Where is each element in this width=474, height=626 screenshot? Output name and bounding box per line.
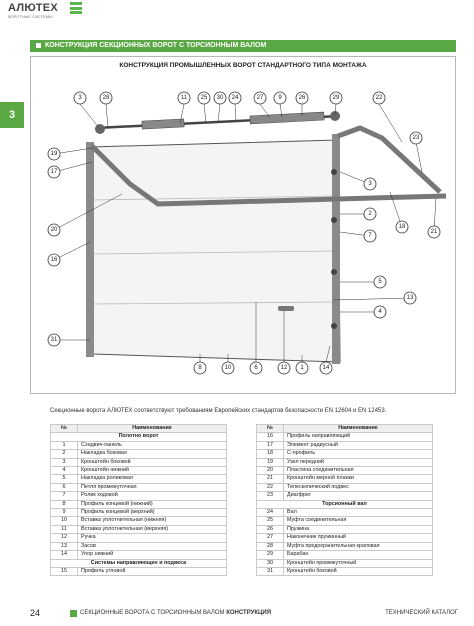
svg-text:9: 9 [278, 95, 282, 101]
cell-name: Ролик ходовой [78, 492, 227, 500]
table-row [257, 492, 433, 500]
svg-text:10: 10 [224, 365, 232, 371]
cell-name: Муфта соединительная [284, 517, 433, 525]
cell-num: 3 [51, 458, 78, 466]
cell-name: Телескопический подвес [284, 483, 433, 491]
callout-20 [48, 224, 60, 236]
cell-name: Засов [78, 542, 227, 550]
cell-num: 16 [257, 433, 284, 441]
cell-name: Ручка [78, 534, 227, 542]
logo-mark-icon [70, 2, 82, 14]
table-row [51, 517, 227, 525]
footer-bold: КОНСТРУКЦИЯ [226, 610, 272, 616]
callout-3b [364, 178, 376, 190]
table-subheader-row [257, 500, 433, 508]
cell-name: Профиль концевой (верхний) [78, 509, 227, 517]
table-row [257, 567, 433, 575]
cell-num: 29 [257, 551, 284, 559]
cell-num: 27 [257, 534, 284, 542]
callout-9 [274, 92, 286, 104]
parts-table-left [50, 424, 227, 576]
column-header-name: Наименование [284, 425, 433, 433]
callout-30 [214, 92, 226, 104]
table-row [51, 500, 227, 508]
svg-text:18: 18 [398, 224, 406, 230]
logo-text: АЛЮТЕХ [8, 2, 59, 14]
parts-table-right [256, 424, 433, 576]
cell-num: 7 [51, 492, 78, 500]
svg-text:3: 3 [78, 95, 82, 101]
table-row [257, 517, 433, 525]
table-row [257, 458, 433, 466]
table-subheader: Торсионный вал [257, 500, 433, 508]
table-row [257, 475, 433, 483]
svg-text:2: 2 [368, 211, 372, 217]
cell-name: Узел передний [284, 458, 433, 466]
column-header-num: № [257, 425, 284, 433]
cell-name: Кронштейн нижний [78, 467, 227, 475]
cell-name: Сэндвич-панель [78, 441, 227, 449]
cell-name: Профиль угловой [78, 567, 227, 575]
door-panel [90, 140, 340, 362]
cell-num: 25 [257, 517, 284, 525]
cell-name: Муфта предохранительная краповая [284, 542, 433, 550]
cell-name: С-профиль [284, 450, 433, 458]
cell-num: 5 [51, 475, 78, 483]
square-bullet-icon [70, 610, 77, 617]
roller [331, 169, 337, 175]
cell-name: Барабан [284, 551, 433, 559]
callout-25 [198, 92, 210, 104]
cell-name: Пружина [284, 525, 433, 533]
cell-name: Вал [284, 509, 433, 517]
section-title-bar [30, 40, 456, 52]
callout-23 [410, 132, 422, 144]
cell-num: 10 [51, 517, 78, 525]
section-title: КОНСТРУКЦИЯ СЕКЦИОННЫХ ВОРОТ С ТОРСИОННЫМ ВАЛОМ [45, 42, 267, 49]
cell-name: Кронштейн боковой [78, 458, 227, 466]
svg-text:19: 19 [50, 151, 58, 157]
cell-num: 28 [257, 542, 284, 550]
svg-text:12: 12 [280, 365, 288, 371]
cell-num: 23 [257, 492, 284, 500]
table-subheader-row [51, 559, 227, 567]
page-number: 24 [30, 608, 41, 618]
cell-name: Профиль направляющий [284, 433, 433, 441]
chapter-tab: 3 [0, 102, 24, 128]
column-header-num: № [51, 425, 78, 433]
callout-6 [250, 362, 262, 374]
table-row [257, 542, 433, 550]
cell-num: 19 [257, 458, 284, 466]
cell-num: 4 [51, 467, 78, 475]
callout-11 [178, 92, 190, 104]
brand-logo [8, 2, 88, 22]
callout-2 [364, 208, 376, 220]
cell-num: 18 [257, 450, 284, 458]
svg-text:30: 30 [216, 95, 224, 101]
cell-name: Вставка уплотнительная (верхняя) [78, 525, 227, 533]
callout-19 [48, 148, 60, 160]
torsion-spring-left [142, 119, 184, 129]
cell-name: Профиль концевой (нижний) [78, 500, 227, 508]
cell-num: 17 [257, 441, 284, 449]
callout-17 [48, 166, 60, 178]
cell-num: 30 [257, 559, 284, 567]
table-row [257, 509, 433, 517]
cell-num: 9 [51, 509, 78, 517]
cell-num: 8 [51, 500, 78, 508]
table-row [257, 467, 433, 475]
table-row [51, 542, 227, 550]
cell-name: Петля промежуточная [78, 483, 227, 491]
svg-text:11: 11 [180, 95, 188, 101]
callout-14 [320, 362, 332, 374]
svg-text:27: 27 [256, 95, 264, 101]
footer-catalog: ТЕХНИЧЕСКИЙ КАТАЛОГ [385, 610, 458, 616]
table-row [51, 458, 227, 466]
callout-7 [364, 230, 376, 242]
right-guide-rail [332, 134, 340, 364]
door-handle [278, 306, 294, 311]
table-row [257, 525, 433, 533]
cell-num: 31 [257, 567, 284, 575]
table-subheader: Системы направляющих и подвеса [51, 559, 227, 567]
diagram-title: КОНСТРУКЦИЯ ПРОМЫШЛЕННЫХ ВОРОТ СТАНДАРТНОГО ТИПА МОНТАЖА [119, 62, 367, 69]
svg-text:16: 16 [50, 257, 58, 263]
table-row [51, 483, 227, 491]
intro-text: Секционные ворота АЛЮТЕХ соответствуют требованиям Европейских стандартов безопасности EN 12604 и EN 12453. [50, 408, 387, 414]
cell-num: 1 [51, 441, 78, 449]
table-row [257, 441, 433, 449]
table-row [257, 551, 433, 559]
svg-text:7: 7 [368, 233, 372, 239]
cell-num: 24 [257, 509, 284, 517]
table-row [51, 551, 227, 559]
cell-num: 2 [51, 450, 78, 458]
table-row [51, 475, 227, 483]
table-subheader: Полотно ворот [51, 433, 227, 441]
callout-8 [194, 362, 206, 374]
callout-1 [296, 362, 308, 374]
callout-4 [374, 306, 386, 318]
table-row [257, 534, 433, 542]
callout-24 [229, 92, 241, 104]
table-row [51, 525, 227, 533]
table-row [51, 509, 227, 517]
svg-text:22: 22 [375, 95, 383, 101]
column-header-name: Наименование [78, 425, 227, 433]
cell-num: 11 [51, 525, 78, 533]
svg-text:3: 3 [368, 181, 372, 187]
right-horizontal-rail [338, 128, 440, 192]
cell-name: Кронштейн мерной планки [284, 475, 433, 483]
cell-num: 21 [257, 475, 284, 483]
cell-name: Кронштейн боковой [284, 567, 433, 575]
svg-text:31: 31 [50, 337, 58, 343]
callout-3 [74, 92, 86, 104]
callout-27 [254, 92, 266, 104]
table-row [257, 559, 433, 567]
cell-num: 12 [51, 534, 78, 542]
cell-num: 26 [257, 525, 284, 533]
footer-text [80, 610, 271, 616]
door-construction-diagram [30, 72, 456, 392]
table-row [51, 567, 227, 575]
left-guide-rail [86, 142, 94, 357]
cell-name: Кронштейн промежуточный [284, 559, 433, 567]
svg-text:21: 21 [430, 229, 438, 235]
table-row [51, 450, 227, 458]
callout-31 [48, 334, 60, 346]
svg-text:5: 5 [378, 279, 382, 285]
callout-5 [374, 276, 386, 288]
callout-29 [330, 92, 342, 104]
svg-text:17: 17 [50, 169, 58, 175]
logo-subtitle: ВОРОТНЫЕ СИСТЕМЫ [8, 14, 53, 19]
square-bullet-icon [36, 43, 41, 48]
callout-10 [222, 362, 234, 374]
cell-num: 15 [51, 567, 78, 575]
cell-name: Накладка роликовая [78, 475, 227, 483]
svg-text:13: 13 [406, 295, 414, 301]
torsion-spring-right [250, 112, 324, 124]
cell-name: Накладка боковая [78, 450, 227, 458]
footer-section: СЕКЦИОННЫЕ ВОРОТА С ТОРСИОННЫМ ВАЛОМ [80, 610, 225, 616]
roller [331, 323, 337, 329]
cell-num: 6 [51, 483, 78, 491]
table-row [257, 450, 433, 458]
callout-16 [48, 254, 60, 266]
cell-num: 13 [51, 542, 78, 550]
cell-num: 14 [51, 551, 78, 559]
cell-name: Пластина соединительная [284, 467, 433, 475]
table-row [51, 492, 227, 500]
svg-text:1: 1 [300, 365, 304, 371]
cell-name: Наконечник пружинный [284, 534, 433, 542]
roller [331, 217, 337, 223]
callout-21 [428, 226, 440, 238]
svg-text:14: 14 [322, 365, 330, 371]
callout-13 [404, 292, 416, 304]
callout-22 [373, 92, 385, 104]
cell-name: Диагфрег [284, 492, 433, 500]
svg-text:28: 28 [102, 95, 110, 101]
roller [331, 269, 337, 275]
callout-28 [100, 92, 112, 104]
cell-num: 22 [257, 483, 284, 491]
cell-name: Вставка уплотнительная (нижняя) [78, 517, 227, 525]
table-row [51, 534, 227, 542]
svg-text:26: 26 [298, 95, 306, 101]
cell-name: Элемент радиусный [284, 441, 433, 449]
table-row [257, 483, 433, 491]
svg-text:29: 29 [332, 95, 340, 101]
table-subheader-row [51, 433, 227, 441]
callout-12 [278, 362, 290, 374]
svg-text:4: 4 [378, 309, 382, 315]
svg-text:25: 25 [200, 95, 208, 101]
callout-18 [396, 221, 408, 233]
svg-text:23: 23 [412, 135, 420, 141]
svg-text:8: 8 [198, 365, 202, 371]
svg-text:20: 20 [50, 227, 58, 233]
table-row [51, 441, 227, 449]
cell-name: Упор нижний [78, 551, 227, 559]
cell-num: 20 [257, 467, 284, 475]
table-row [51, 467, 227, 475]
callout-26 [296, 92, 308, 104]
svg-text:6: 6 [254, 365, 258, 371]
svg-text:24: 24 [231, 95, 239, 101]
table-row [257, 433, 433, 441]
